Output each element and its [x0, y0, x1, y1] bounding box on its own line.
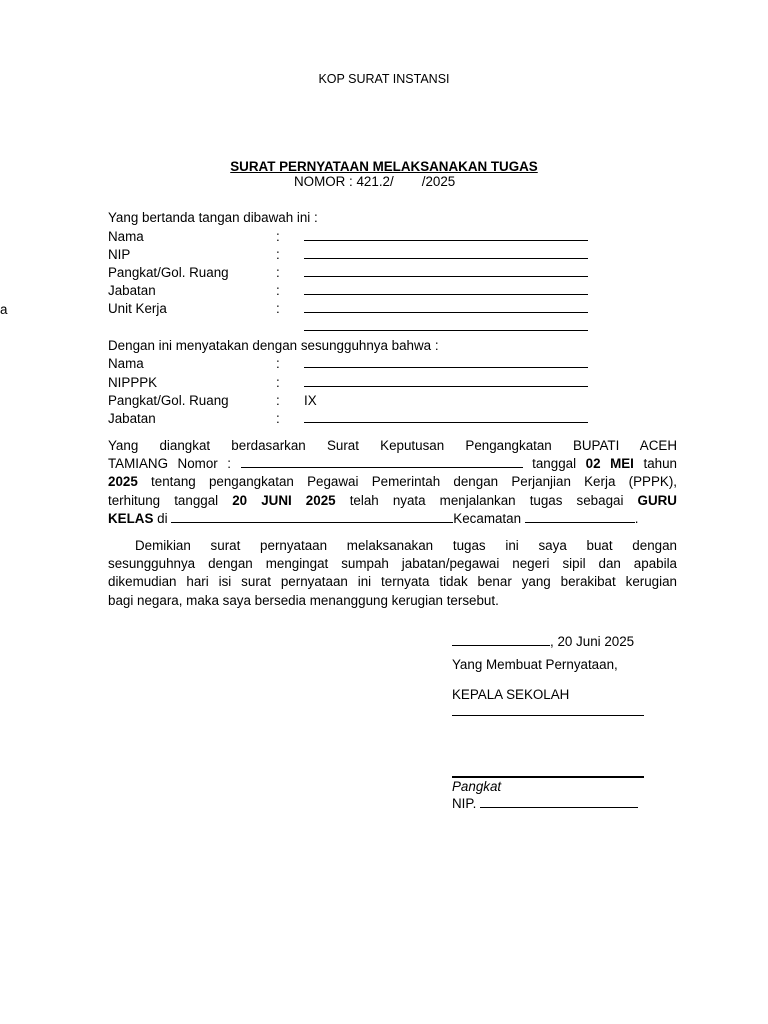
field-colon: :	[276, 411, 280, 426]
field-label: Pangkat/Gol. Ruang	[108, 265, 229, 280]
nip-label: NIP.	[452, 796, 477, 811]
field-label: Jabatan	[108, 411, 156, 426]
field-label: NIP	[108, 247, 131, 262]
text-bold: KELAS	[108, 510, 154, 526]
field-label: Pangkat/Gol. Ruang	[108, 393, 229, 408]
field-blank[interactable]	[304, 294, 588, 295]
field-label: Nama	[108, 356, 144, 371]
field-blank[interactable]	[304, 258, 588, 259]
document-number-suffix: /2025	[421, 174, 456, 189]
field-blank[interactable]	[304, 422, 588, 423]
stray-character: a	[0, 302, 8, 317]
document-number	[294, 174, 455, 189]
text: tanggal	[532, 456, 577, 472]
field-blank[interactable]	[304, 330, 588, 331]
signature-position: KEPALA SEKOLAH	[452, 687, 570, 702]
field-colon: :	[276, 229, 280, 244]
text: .	[634, 510, 639, 526]
signature-pangkat: Pangkat	[452, 779, 502, 794]
document-title: SURAT PERNYATAAN MELAKSANAKAN TUGAS	[230, 159, 538, 174]
field-blank[interactable]	[304, 240, 588, 241]
text: Kecamatan	[453, 510, 522, 526]
field-blank[interactable]	[304, 312, 588, 313]
paragraph-line: Yang diangkat berdasarkan Surat Keputusan Pengangkatan BUPATI ACEH	[108, 438, 677, 453]
text: tentang pengangkatan Pegawai Pemerintah dengan Perjanjian Kerja (PPPK),	[151, 474, 677, 490]
field-colon: :	[276, 301, 280, 316]
paragraph-line: dikemudian hari isi surat pernyataan ini ternyata tidak benar yang berakibat kerugian	[108, 574, 677, 590]
field-colon: :	[276, 265, 280, 280]
field-colon: :	[276, 356, 280, 371]
field-label: Nama	[108, 229, 144, 244]
document-number-prefix: NOMOR : 421.2/	[294, 174, 394, 189]
text-bold: 20 JUNI 2025	[232, 492, 336, 508]
signature-name-line[interactable]	[452, 776, 644, 778]
date-text: , 20 Juni 2025	[550, 634, 635, 649]
section1-intro: Yang bertanda tangan dibawah ini :	[108, 210, 318, 225]
text: TAMIANG Nomor :	[108, 456, 232, 472]
paragraph-line: bagi negara, maka saya bersedia menanggung kerugian tersebut.	[108, 592, 499, 608]
field-blank[interactable]	[304, 276, 588, 277]
closing-paragraph	[108, 537, 677, 610]
letterhead: KOP SURAT INSTANSI	[318, 72, 450, 86]
paragraph-line	[108, 455, 677, 473]
paragraph-line: sesungguhnya dengan mengingat sumpah jabatan/pegawai negeri sipil dan apabila	[108, 556, 677, 572]
sk-number-blank[interactable]	[241, 455, 523, 468]
text-bold: 02 MEI	[585, 456, 634, 472]
signature-maker: Yang Membuat Pernyataan,	[452, 657, 618, 672]
text-bold: GURU	[637, 492, 677, 508]
field-colon: :	[276, 375, 280, 390]
text: terhitung tanggal	[108, 492, 219, 508]
school-blank[interactable]	[171, 510, 453, 523]
paragraph-line	[108, 510, 677, 528]
kecamatan-blank[interactable]	[525, 510, 635, 523]
field-label: NIPPPK	[108, 375, 158, 390]
position-underline[interactable]	[452, 715, 644, 716]
text-bold: 2025	[108, 474, 138, 490]
nip-blank[interactable]	[480, 795, 638, 808]
place-blank[interactable]	[452, 633, 550, 646]
field-value[interactable]: IX	[304, 393, 317, 408]
appointment-paragraph	[108, 437, 677, 528]
paragraph-line	[108, 492, 677, 510]
paragraph-line: Demikian surat pernyataan melaksanakan tugas ini saya buat dengan	[135, 538, 677, 553]
signature-nip	[452, 795, 638, 811]
signature-date	[452, 633, 634, 649]
text: tahun	[643, 456, 677, 472]
field-colon: :	[276, 247, 280, 262]
field-blank[interactable]	[304, 367, 588, 368]
text: di	[157, 510, 168, 526]
field-colon: :	[276, 393, 280, 408]
field-label: Jabatan	[108, 283, 156, 298]
field-label: Unit Kerja	[108, 301, 167, 316]
text: telah nyata menjalankan tugas sebagai	[349, 492, 624, 508]
field-blank[interactable]	[304, 386, 588, 387]
section2-intro: Dengan ini menyatakan dengan sesungguhnya bahwa :	[108, 338, 439, 353]
field-colon: :	[276, 283, 280, 298]
paragraph-line	[108, 473, 677, 491]
